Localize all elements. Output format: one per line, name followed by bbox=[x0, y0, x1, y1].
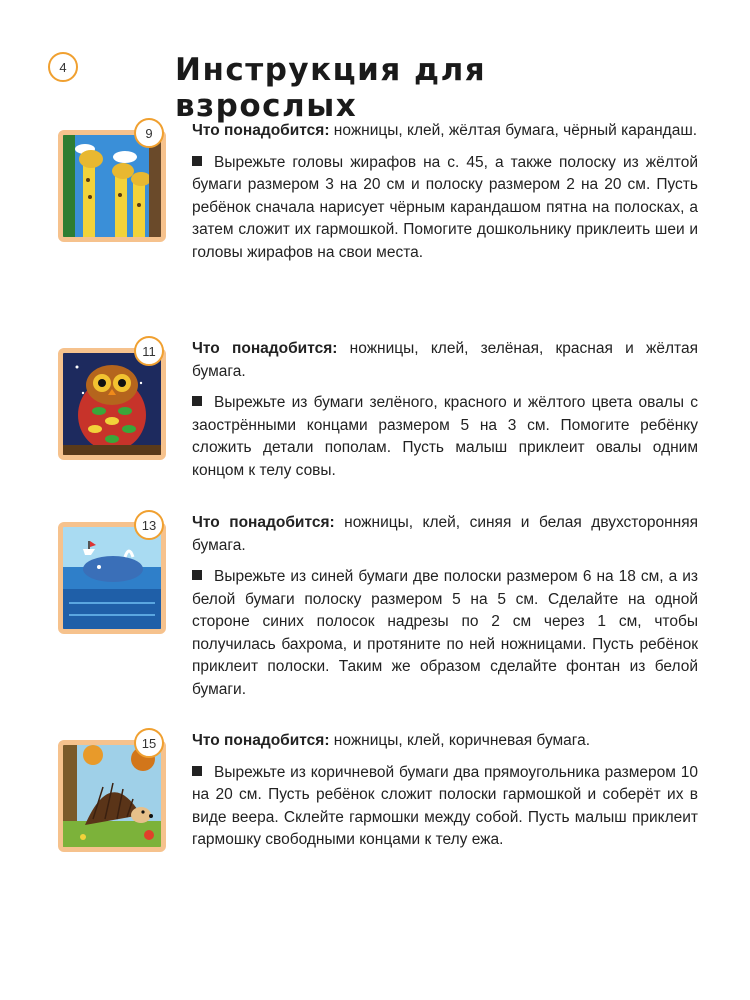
page-title: Инструкция для взрослых bbox=[175, 52, 487, 124]
hedgehog-illustration bbox=[63, 745, 161, 847]
instruction-text: Вырежьте из бумаги зелёного, красного и жёлтого цвета овалы с заострёнными концами размером 5 на 3 см. Помогите ребёнку сложить детали пополам. Пусть малыш приклеит овалы одним концом к телу совы. bbox=[192, 394, 698, 479]
materials-label: Что понадобится: bbox=[192, 340, 338, 357]
instruction-text: Вырежьте головы жирафов на с. 45, а также полоску из жёлтой бумаги размером 3 на 20 см и полоску размером 2 на 20 см. Пусть ребёнок сначала нарисует чёрным карандашом пятна на полосках, а затем сложит их гармошкой. Помогите дошкольнику приклеить шеи и головы жирафов на свои места. bbox=[192, 153, 698, 261]
section-text bbox=[192, 120, 698, 273]
materials-label: Что понадобится: bbox=[192, 732, 330, 749]
instruction-paragraph bbox=[192, 762, 698, 852]
materials-line bbox=[192, 512, 698, 557]
page-reference-badge: 11 bbox=[134, 336, 164, 366]
materials-line bbox=[192, 338, 698, 383]
bullet-square-icon bbox=[192, 570, 202, 580]
page-reference-badge: 15 bbox=[134, 728, 164, 758]
materials-line bbox=[192, 730, 698, 753]
section-text bbox=[192, 730, 698, 861]
materials-label: Что понадобится: bbox=[192, 122, 330, 139]
section-text bbox=[192, 512, 698, 710]
materials-label: Что понадобится: bbox=[192, 514, 335, 531]
materials-list: ножницы, клей, жёлтая бумага, чёрный карандаш. bbox=[329, 122, 698, 139]
materials-list: ножницы, клей, синяя и белая двухсторонняя бумага. bbox=[192, 514, 698, 554]
page-reference-badge: 13 bbox=[134, 510, 164, 540]
instruction-text: Вырежьте из синей бумаги две полоски размером 6 на 18 см, а из белой бумаги полоску размером 5 на 5 см. Сделайте на одной стороне синих полосок надрезы по 2 см через 1 см, чтобы получилась бахрома, и протяните по ней ножницами. Пусть ребёнок приклеит полоски. Таким же образом сделайте фонтан из белой бумаги. bbox=[192, 568, 698, 698]
bullet-square-icon bbox=[192, 396, 202, 406]
instruction-paragraph bbox=[192, 566, 698, 701]
materials-list: ножницы, клей, коричневая бумага. bbox=[329, 732, 591, 749]
instruction-text: Вырежьте из коричневой бумаги два прямоугольника размером 10 на 20 см. Пусть ребёнок сложит полоски гармошкой и соберёт их в виде веера. Склейте гармошки между собой. Пусть малыш приклеит гармошку свободными концами к телу ежа. bbox=[192, 763, 698, 848]
instruction-paragraph bbox=[192, 152, 698, 265]
owl-illustration bbox=[63, 353, 161, 455]
whale-illustration bbox=[63, 527, 161, 629]
bullet-square-icon bbox=[192, 766, 202, 776]
materials-line bbox=[192, 120, 698, 143]
giraffes-illustration bbox=[63, 135, 161, 237]
section-text bbox=[192, 338, 698, 491]
bullet-square-icon bbox=[192, 156, 202, 166]
materials-list: ножницы, клей, зелёная, красная и жёлтая бумага. bbox=[192, 340, 698, 380]
page-reference-badge: 9 bbox=[134, 118, 164, 148]
page-number: 4 bbox=[48, 52, 78, 82]
instruction-paragraph bbox=[192, 392, 698, 482]
